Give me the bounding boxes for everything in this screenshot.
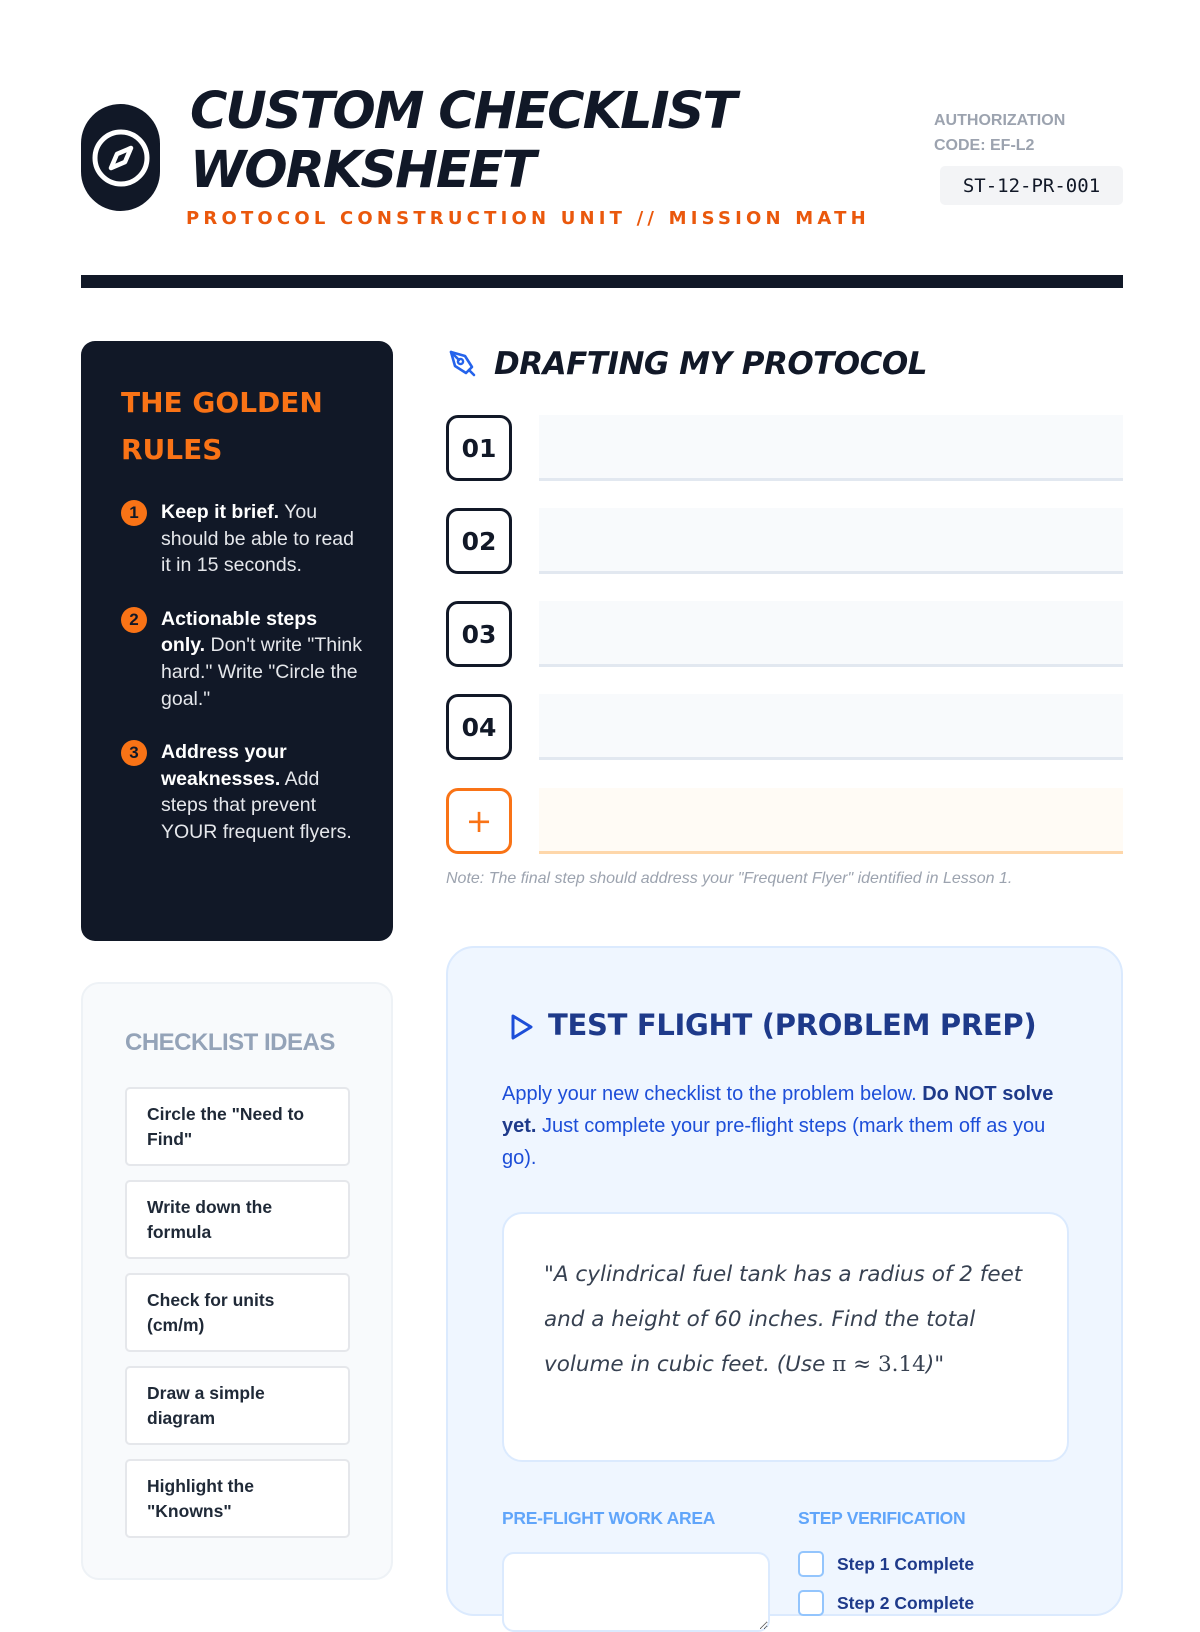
intro-text-end: Just complete your pre-flight steps (mark them off as you go). (502, 1115, 1046, 1169)
rule-text (161, 739, 363, 845)
checklist-ideas-title: CHECKLIST IDEAS (125, 1029, 335, 1056)
protocol-step-row (446, 508, 1123, 574)
idea-card[interactable]: Check for units (cm/m) (125, 1273, 350, 1352)
verification-label: Step 1 Complete (837, 1553, 975, 1574)
rule-text (161, 499, 363, 579)
protocol-step-row (446, 694, 1123, 760)
golden-rules-panel (81, 341, 393, 941)
verification-checkbox[interactable] (798, 1551, 824, 1577)
idea-card[interactable]: Write down the formula (125, 1180, 350, 1259)
protocol-step-input[interactable] (539, 694, 1123, 760)
rule-number-badge: 2 (121, 607, 147, 633)
rule-number-badge: 1 (121, 500, 147, 526)
test-flight-panel (446, 946, 1123, 1616)
rule-item (121, 606, 363, 712)
verification-item[interactable] (798, 1551, 974, 1577)
verification-label: Step 2 Complete (837, 1592, 975, 1613)
problem-text-end: )" (925, 1352, 945, 1377)
add-step-button[interactable]: + (446, 788, 512, 854)
verification-item[interactable] (798, 1590, 974, 1616)
step-number-badge: 02 (446, 508, 512, 574)
rule-item (121, 499, 363, 579)
page-title: CUSTOM CHECKLIST WORKSHEET (190, 82, 736, 200)
header-divider (81, 275, 1123, 288)
step-verification-label: STEP VERIFICATION (798, 1508, 966, 1528)
extra-step-input[interactable] (539, 788, 1123, 854)
protocol-step-input[interactable] (539, 415, 1123, 481)
pi-symbol: π (832, 1352, 847, 1377)
authorization-code: ST-12-PR-001 (940, 166, 1123, 205)
work-area-label: PRE-FLIGHT WORK AREA (502, 1508, 716, 1528)
pen-tool-icon (446, 347, 478, 379)
drafting-title: DRAFTING MY PROTOCOL (494, 346, 928, 382)
logo-badge (81, 104, 160, 211)
page-subtitle: PROTOCOL CONSTRUCTION UNIT // MISSION MATH (186, 208, 870, 229)
protocol-step-row (446, 601, 1123, 667)
rule-bold-text: Keep it brief. (161, 501, 280, 523)
compass-icon (90, 127, 152, 189)
idea-card[interactable]: Draw a simple diagram (125, 1366, 350, 1445)
checklist-ideas-panel (81, 982, 393, 1580)
step-number-badge: 03 (446, 601, 512, 667)
protocol-step-row-extra (446, 788, 1123, 854)
rule-bold-text: Address your weaknesses. (161, 741, 287, 790)
play-icon (506, 1012, 536, 1042)
problem-statement (502, 1212, 1069, 1462)
protocol-step-input[interactable] (539, 508, 1123, 574)
step-number-badge: 01 (446, 415, 512, 481)
step-number-badge: 04 (446, 694, 512, 760)
rule-body-text: Add steps that prevent YOUR frequent flyers. (161, 767, 352, 843)
drafting-note: Note: The final step should address your "Frequent Flyer" identified in Lesson 1. (446, 870, 1013, 887)
rule-bold-text: Actionable steps only. (161, 607, 318, 657)
rule-body-text: You should be able to read it in 15 seconds. (161, 501, 354, 577)
pre-flight-work-area[interactable] (502, 1552, 770, 1632)
golden-rules-list (121, 499, 363, 846)
test-flight-title: TEST FLIGHT (PROBLEM PREP) (548, 1008, 1037, 1042)
intro-text: Apply your new checklist to the problem below. (502, 1083, 923, 1105)
protocol-step-input[interactable] (539, 601, 1123, 667)
idea-card[interactable]: Circle the "Need to Find" (125, 1087, 350, 1166)
rule-item (121, 739, 363, 845)
verification-checkbox[interactable] (798, 1590, 824, 1616)
protocol-step-row (446, 415, 1123, 481)
rule-text (161, 606, 363, 712)
test-flight-instructions (502, 1078, 1062, 1174)
intro-bold-text: Do NOT solve yet. (502, 1083, 1054, 1137)
rule-number-badge: 3 (121, 740, 147, 766)
problem-text: "A cylindrical fuel tank has a radius of 2 feet and a height of 60 inches. Find the total volume in cubic feet. (Use (544, 1262, 1023, 1377)
idea-card[interactable]: Highlight the "Knowns" (125, 1459, 350, 1538)
checklist-ideas-list (125, 1087, 349, 1538)
authorization-label: AUTHORIZATION CODE: EF-L2 (934, 112, 1066, 154)
golden-rules-title: THE GOLDEN RULES (121, 386, 323, 466)
pi-approximation: ≈ 3.14 (853, 1352, 926, 1377)
rule-body-text: Don't write "Think hard." Write "Circle the goal." (161, 634, 363, 710)
